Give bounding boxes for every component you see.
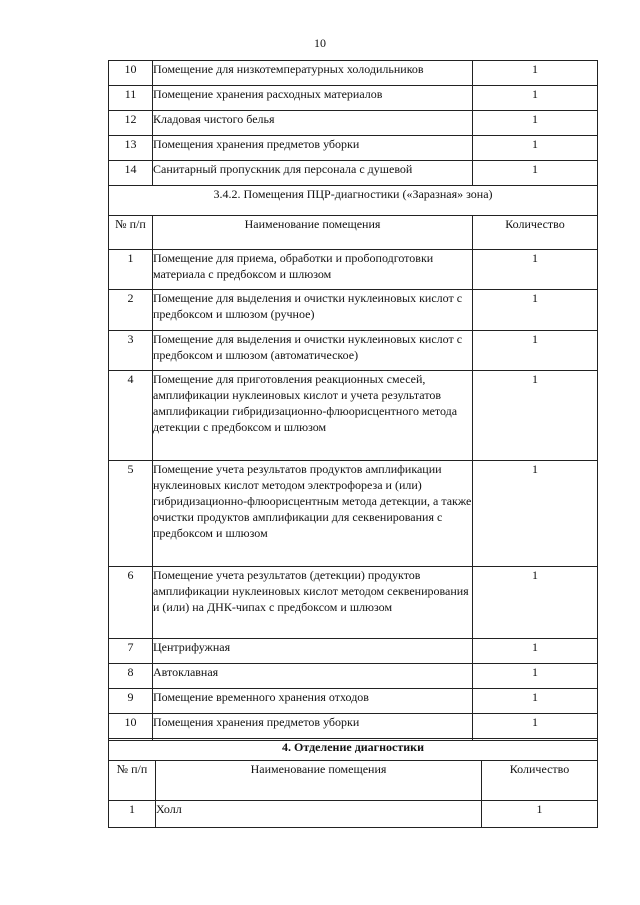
room-name: Помещения хранения предметов уборки bbox=[153, 714, 473, 741]
room-quantity: 1 bbox=[473, 331, 598, 371]
room-quantity: 1 bbox=[473, 639, 598, 664]
header-quantity: Количество bbox=[473, 216, 598, 250]
room-quantity: 1 bbox=[473, 567, 598, 639]
room-name: Центрифужная bbox=[153, 639, 473, 664]
room-quantity: 1 bbox=[482, 801, 598, 828]
table-row bbox=[109, 250, 598, 290]
row-number: 2 bbox=[109, 290, 153, 331]
row-number: 9 bbox=[109, 689, 153, 714]
section-title: 3.4.2. Помещения ПЦР-диагностики («Заразная» зона) bbox=[109, 186, 598, 216]
row-number: 6 bbox=[109, 567, 153, 639]
row-number: 10 bbox=[109, 61, 153, 86]
row-number: 8 bbox=[109, 664, 153, 689]
room-quantity: 1 bbox=[473, 61, 598, 86]
row-number: 13 bbox=[109, 136, 153, 161]
table-row bbox=[109, 689, 598, 714]
room-name: Санитарный пропускник для персонала с душевой bbox=[153, 161, 473, 186]
room-quantity: 1 bbox=[473, 290, 598, 331]
header-number: № п/п bbox=[109, 761, 156, 801]
table-row bbox=[109, 111, 598, 136]
room-quantity: 1 bbox=[473, 136, 598, 161]
room-name: Холл bbox=[156, 801, 482, 828]
table-header-row bbox=[109, 216, 598, 250]
table-row bbox=[109, 136, 598, 161]
table-row bbox=[109, 161, 598, 186]
table-row bbox=[109, 567, 598, 639]
row-number: 12 bbox=[109, 111, 153, 136]
room-quantity: 1 bbox=[473, 371, 598, 461]
room-name: Помещение хранения расходных материалов bbox=[153, 86, 473, 111]
room-quantity: 1 bbox=[473, 250, 598, 290]
table-row bbox=[109, 331, 598, 371]
room-name: Кладовая чистого белья bbox=[153, 111, 473, 136]
row-number: 14 bbox=[109, 161, 153, 186]
room-name: Помещение временного хранения отходов bbox=[153, 689, 473, 714]
rooms-table-main bbox=[108, 60, 598, 741]
row-number: 10 bbox=[109, 714, 153, 741]
room-name: Помещение для приготовления реакционных смесей, амплификации нуклеиновых кислот и учета результатов амплификации гибридизационно-флюорисцентного метода детекции с предбоксом и шлюзом bbox=[153, 371, 473, 461]
room-quantity: 1 bbox=[473, 461, 598, 567]
room-quantity: 1 bbox=[473, 161, 598, 186]
table-row bbox=[109, 86, 598, 111]
row-number: 3 bbox=[109, 331, 153, 371]
header-name: Наименование помещения bbox=[156, 761, 482, 801]
row-number: 1 bbox=[109, 250, 153, 290]
table-row bbox=[109, 290, 598, 331]
row-number: 7 bbox=[109, 639, 153, 664]
table-row bbox=[109, 801, 598, 828]
header-name: Наименование помещения bbox=[153, 216, 473, 250]
row-number: 1 bbox=[109, 801, 156, 828]
row-number: 4 bbox=[109, 371, 153, 461]
table-row bbox=[109, 664, 598, 689]
table-row bbox=[109, 371, 598, 461]
room-name: Помещение для выделения и очистки нуклеиновых кислот с предбоксом и шлюзом (автоматическое) bbox=[153, 331, 473, 371]
table-row bbox=[109, 61, 598, 86]
room-name: Помещение для низкотемпературных холодильников bbox=[153, 61, 473, 86]
room-quantity: 1 bbox=[473, 111, 598, 136]
room-name: Автоклавная bbox=[153, 664, 473, 689]
table-row bbox=[109, 639, 598, 664]
room-name: Помещение учета результатов (детекции) продуктов амплификации нуклеиновых кислот методом секвенирования и (или) на ДНК-чипах с предбоксом и шлюзом bbox=[153, 567, 473, 639]
section-title: 4. Отделение диагностики bbox=[109, 739, 598, 761]
room-quantity: 1 bbox=[473, 689, 598, 714]
header-number: № п/п bbox=[109, 216, 153, 250]
table-header-row bbox=[109, 761, 598, 801]
room-quantity: 1 bbox=[473, 86, 598, 111]
room-name: Помещения хранения предметов уборки bbox=[153, 136, 473, 161]
section-title-row bbox=[109, 186, 598, 216]
room-name: Помещение для выделения и очистки нуклеиновых кислот с предбоксом и шлюзом (ручное) bbox=[153, 290, 473, 331]
page-number: 10 bbox=[314, 36, 326, 50]
table-row bbox=[109, 461, 598, 567]
header-quantity: Количество bbox=[482, 761, 598, 801]
table-row bbox=[109, 714, 598, 741]
section-title-row bbox=[109, 739, 598, 761]
room-quantity: 1 bbox=[473, 714, 598, 741]
rooms-table-diagnostics bbox=[108, 738, 598, 828]
row-number: 5 bbox=[109, 461, 153, 567]
row-number: 11 bbox=[109, 86, 153, 111]
room-name: Помещение для приема, обработки и пробоподготовки материала с предбоксом и шлюзом bbox=[153, 250, 473, 290]
room-name: Помещение учета результатов продуктов амплификации нуклеиновых кислот методом электрофореза и (или) гибридизационно-флюорисцентным метода детекции, а также очистки продуктов амплификации для секвенирования с предбоксом и шлюзом bbox=[153, 461, 473, 567]
room-quantity: 1 bbox=[473, 664, 598, 689]
